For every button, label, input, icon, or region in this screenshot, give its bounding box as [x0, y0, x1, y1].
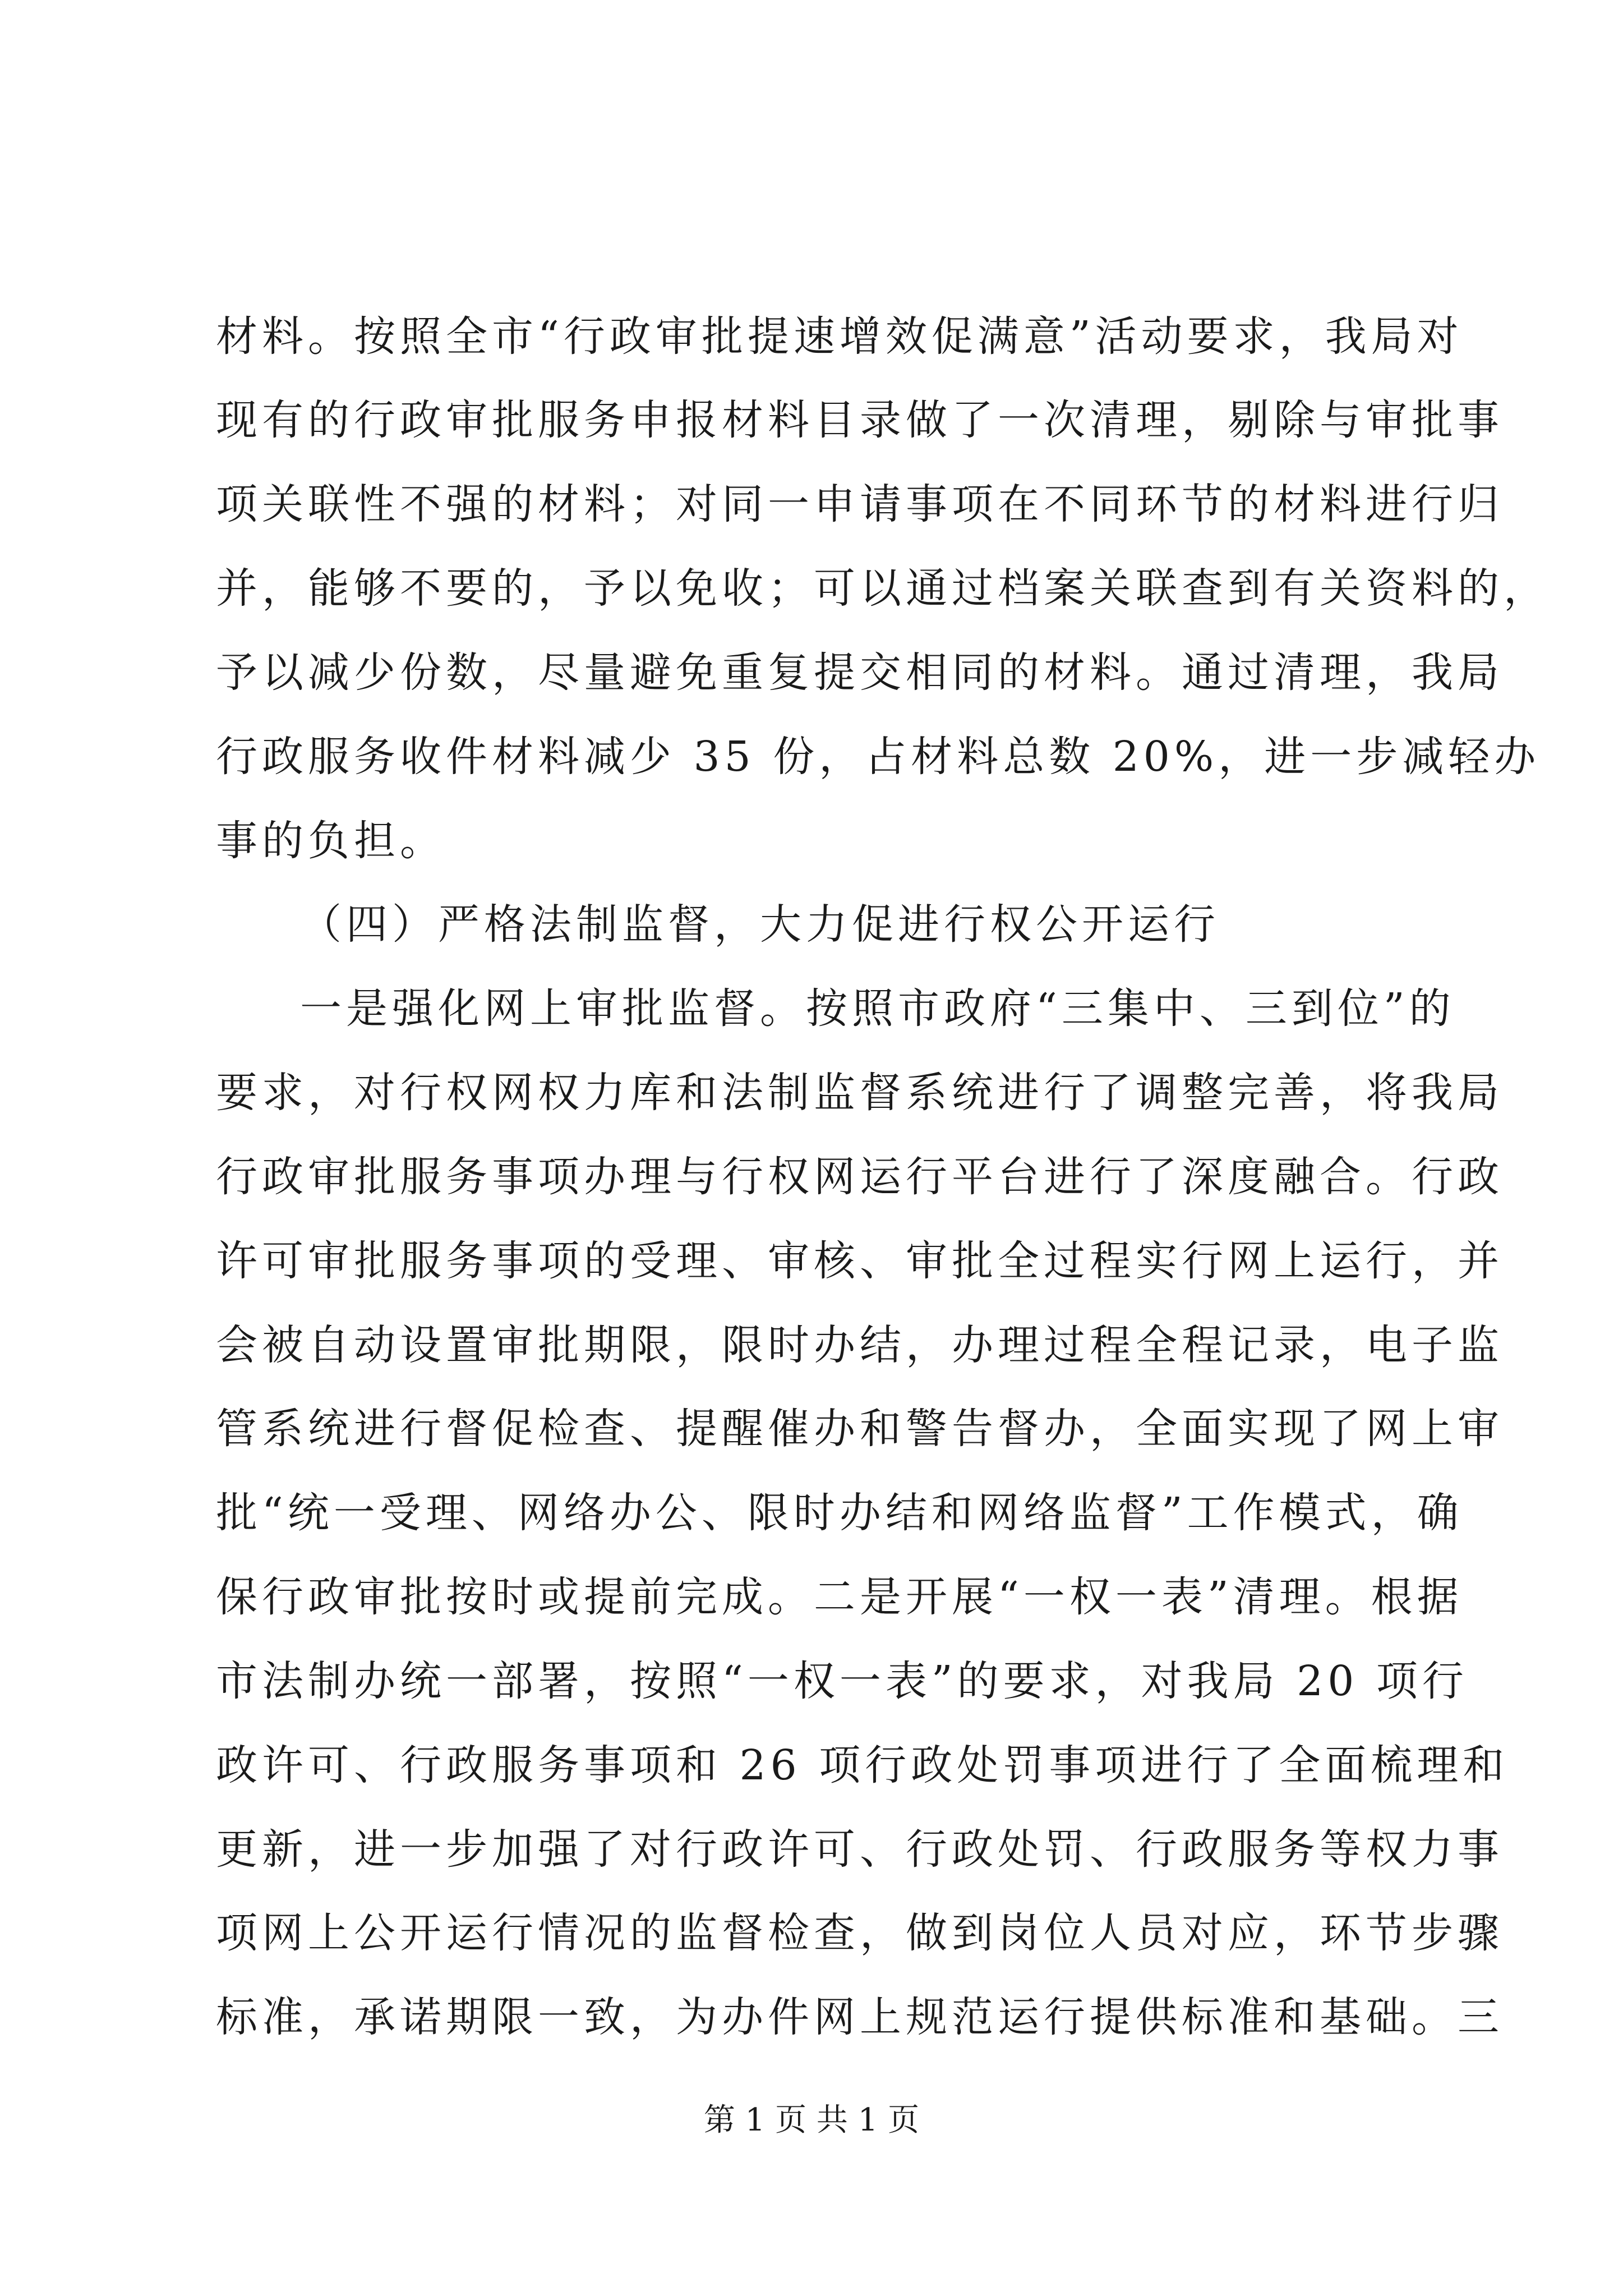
- body-line-16: 保行政审批按时或提前完成。二是开展“一权一表”清理。根据: [216, 1573, 1463, 1621]
- body-line-21: 标准，承诺期限一致，为办件网上规范运行提供标准和基础。三: [216, 1993, 1504, 2041]
- body-line-17: 市法制办统一部署，按照“一权一表”的要求，对我局 20 项行: [216, 1657, 1468, 1705]
- body-line-20: 项网上公开运行情况的监督检查，做到岗位人员对应，环节步骤: [216, 1909, 1504, 1957]
- body-line-5: 予以减少份数，尽量避免重复提交相同的材料。通过清理，我局: [216, 648, 1504, 697]
- body-line-15: 批“统一受理、网络办公、限时办结和网络监督”工作模式，确: [216, 1489, 1463, 1537]
- body-line-6: 行政服务收件材料减少 35 份，占材料总数 20%，进一步减轻办: [216, 733, 1541, 781]
- section-heading: （四）严格法制监督，大力促进行权公开运行: [300, 900, 1220, 949]
- body-line-2: 现有的行政审批服务申报材料目录做了一次清理，剔除与审批事: [216, 396, 1504, 444]
- body-line-11: 行政审批服务事项办理与行权网运行平台进行了深度融合。行政: [216, 1153, 1504, 1201]
- body-line-7: 事的负担。: [216, 817, 446, 865]
- body-line-1: 材料。按照全市“行政审批提速增效促满意”活动要求，我局对: [216, 312, 1463, 361]
- body-line-19: 更新，进一步加强了对行政许可、行政处罚、行政服务等权力事: [216, 1825, 1504, 1874]
- body-line-10: 要求，对行权网权力库和法制监督系统进行了调整完善，将我局: [216, 1069, 1504, 1117]
- body-line-14: 管系统进行督促检查、提醒催办和警告督办，全面实现了网上审: [216, 1405, 1504, 1453]
- body-line-18: 政许可、行政服务事项和 26 项行政处罚事项进行了全面梳理和: [216, 1741, 1509, 1789]
- body-line-9: 一是强化网上审批监督。按照市政府“三集中、三到位”的: [300, 984, 1455, 1033]
- body-line-13: 会被自动设置审批期限，限时办结，办理过程全程记录，电子监: [216, 1321, 1504, 1369]
- body-line-12: 许可审批服务事项的受理、审核、审批全过程实行网上运行，并: [216, 1237, 1504, 1285]
- body-line-3: 项关联性不强的材料；对同一申请事项在不同环节的材料进行归: [216, 480, 1504, 528]
- page-footer: 第 1 页 共 1 页: [703, 2102, 920, 2138]
- body-line-4: 并，能够不要的，予以免收；可以通过档案关联查到有关资料的，: [216, 564, 1550, 613]
